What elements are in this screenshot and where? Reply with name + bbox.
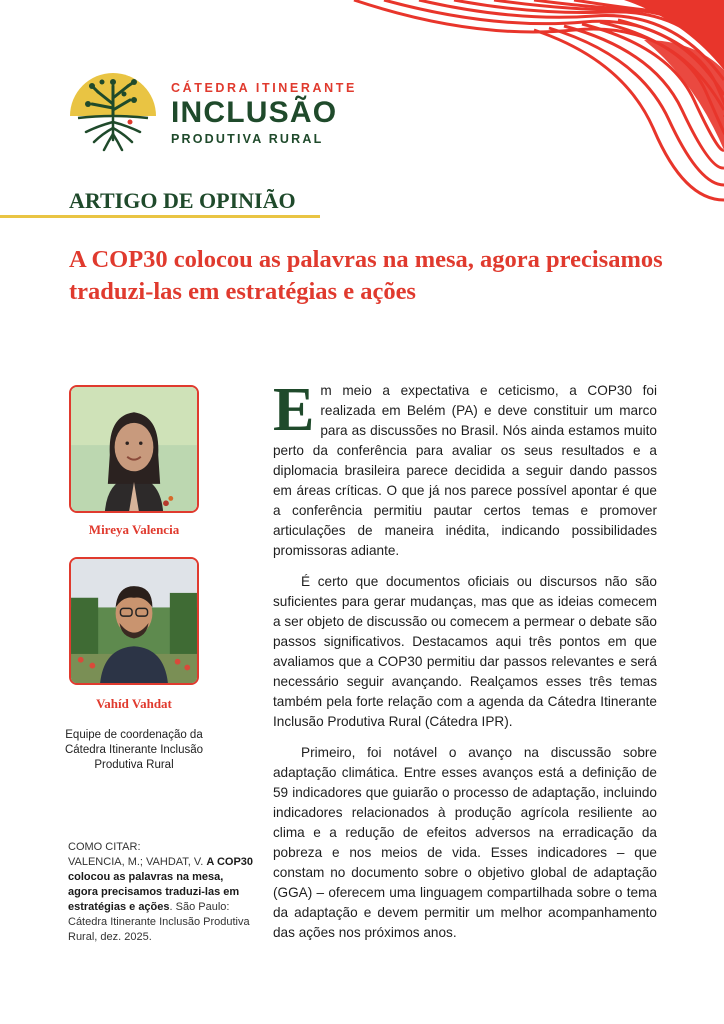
brand-wordmark bbox=[171, 82, 357, 145]
brand-line-2: INCLUSÃO bbox=[171, 95, 338, 129]
author-photo-vahid bbox=[69, 557, 199, 685]
tree-logo-icon bbox=[68, 70, 158, 155]
decorative-wave-lines bbox=[324, 0, 724, 215]
portrait-woman-image bbox=[71, 387, 197, 511]
citation-publisher: . São Paulo: Cátedra Itinerante Inclusão Produtiva Rural, dez. 2025. bbox=[68, 901, 250, 943]
citation-block bbox=[68, 840, 254, 945]
article-body bbox=[273, 376, 657, 954]
authors-affiliation: Equipe de coordenação da Cátedra Itinerante Inclusão Produtiva Rural bbox=[64, 729, 204, 771]
author-name-1: Mireya Valencia bbox=[88, 522, 180, 537]
author-name-2: Vahíd Vahdat bbox=[96, 696, 172, 711]
article-headline: A COP30 colocou as palavras na mesa, agora precisamos traduzi-las em estratégias e ações bbox=[69, 246, 663, 305]
citation-label: COMO CITAR: bbox=[68, 841, 141, 853]
paragraph-1-text: m meio a expectativa e ceticismo, a COP30 foi realizada em Belém (PA) e deve constituir um marco para as discussões no Brasil. Nós ainda estamos muito perto da conferência para avaliar os seus resultados e a diplomacia brasileira parece decidida a seguir dando passos em áreas críticas. O que já nos parece possível apontar é que a conferência permitiu pautar certos temas e promover articulações de maneira inédita, indicando possibilidades promissoras adiante. bbox=[273, 383, 657, 558]
paragraph-1 bbox=[273, 376, 657, 561]
paragraph-2: É certo que documentos oficiais ou discursos não são suficientes para gerar mudanças, mas que as ideias comecem a ser objeto de discussão ou comecem a permear o debate são passos significativos. Destacamos aqui três pontos em que avaliamos que a COP30 permitiu dar passos relevantes e será necessário seguir avançando. Realçamos esses três temas também pela forte relação com a agenda da Cátedra Itinerante Inclusão Produtiva Rural (Cátedra IPR). bbox=[273, 574, 657, 729]
drop-cap: E bbox=[273, 376, 315, 444]
brand-line-3: PRODUTIVA RURAL bbox=[171, 131, 324, 146]
section-divider bbox=[0, 215, 320, 218]
portrait-man-image bbox=[71, 559, 197, 683]
citation-authors: VALENCIA, M.; VAHDAT, V. bbox=[68, 856, 207, 868]
author-photo-mireya bbox=[69, 385, 199, 513]
paragraph-3: Primeiro, foi notável o avanço na discussão sobre adaptação climática. Entre esses avanços está a definição de 59 indicadores que guiarão o processo de adaptação, incluindo indicadores relacionados à produção agrícola resiliente ao clima e a redução de efeitos adversos na erradicação da pobreza e nos meios de vida. Esses indicadores – que constam no documento sobre o objetivo global de adaptação (GGA) – oferecem uma linguagem compartilhada sobre o tema da adaptação e devem permitir um melhor acompanhamento das ações nos próximos anos. bbox=[273, 745, 657, 940]
section-label: ARTIGO DE OPINIÃO bbox=[69, 188, 296, 213]
brand-line-1: CÁTEDRA ITINERANTE bbox=[171, 81, 357, 95]
citation-title: A COP30 colocou as palavras na mesa, agora precisamos traduzi-las em estratégias e ações bbox=[68, 856, 254, 913]
